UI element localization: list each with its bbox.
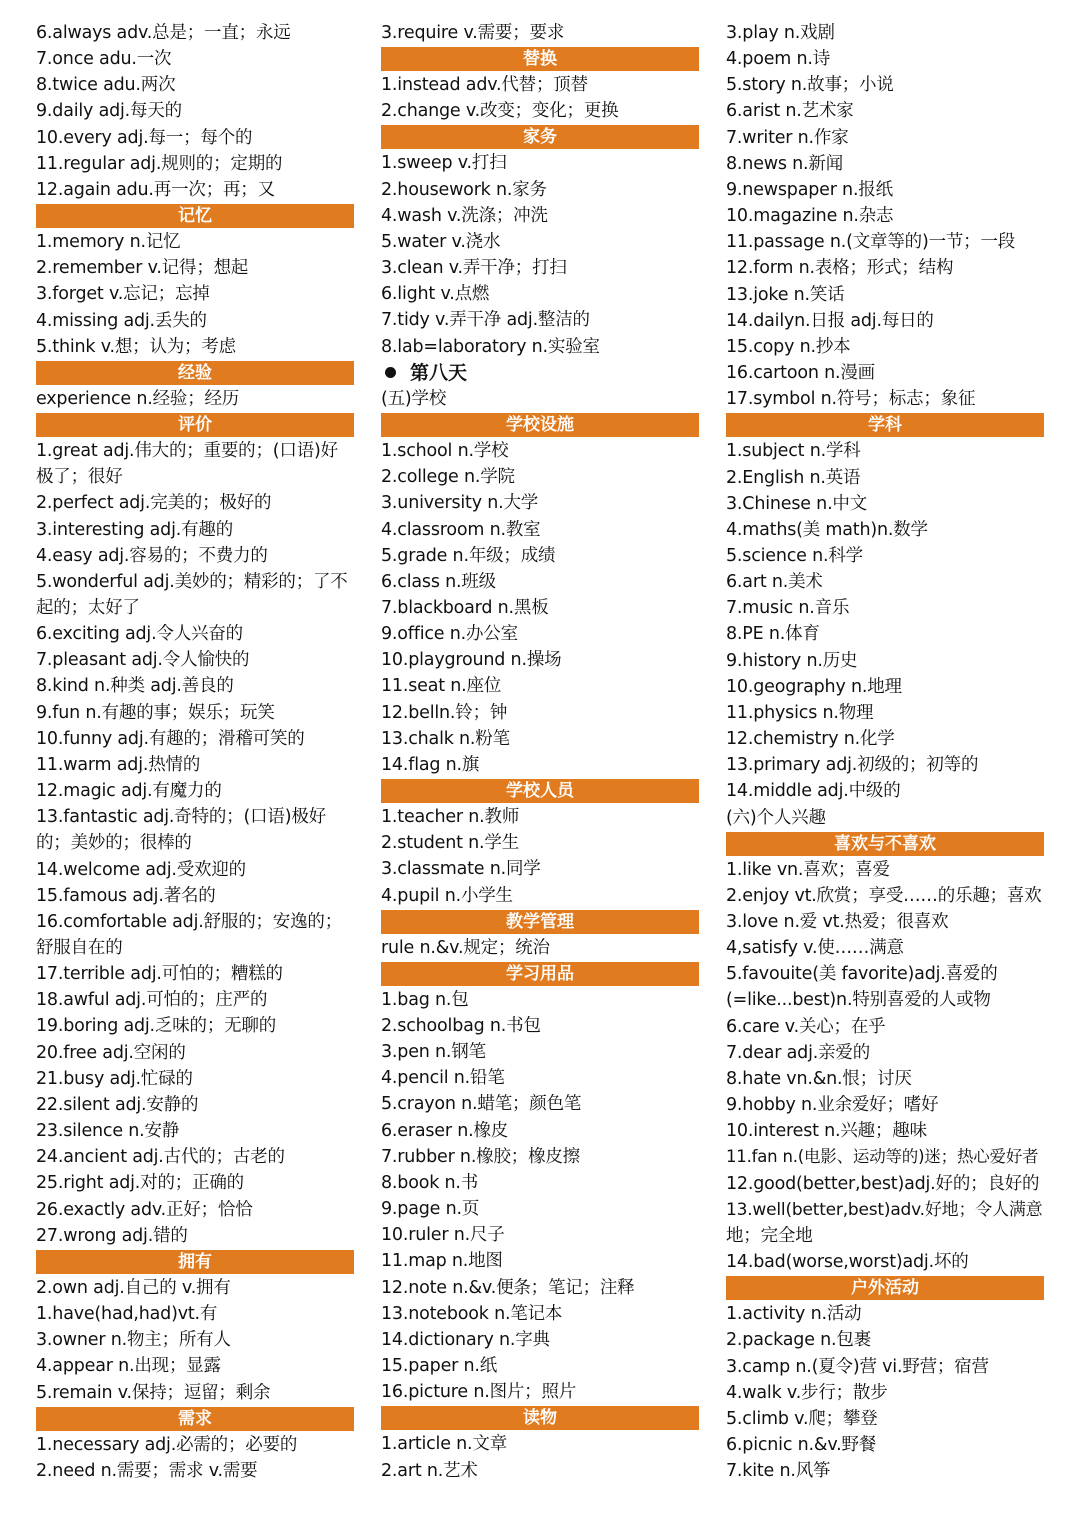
vocab-line: 起的；太好了 xyxy=(36,597,140,618)
vocab-line: 14.middle adj.中级的 xyxy=(726,781,901,802)
vocab-line: 13.fantastic adj.奇特的；(口语)极好 xyxy=(36,807,326,828)
vocab-line: 9.history n.历史 xyxy=(726,650,858,671)
vocab-line: 3.Chinese n.中文 xyxy=(726,493,868,514)
vocab-line: 9.hobby n.业余爱好；嗜好 xyxy=(726,1095,939,1116)
vocab-line: 9.office n.办公室 xyxy=(381,624,518,645)
section-header: 替换 xyxy=(381,47,699,71)
vocab-line: 3.owner n.物主；所有人 xyxy=(36,1330,231,1351)
vocab-line: 13.notebook n.笔记本 xyxy=(381,1303,563,1324)
vocab-line: 4.maths(美 math)n.数学 xyxy=(726,519,928,540)
vocab-line: 11.physics n.物理 xyxy=(726,702,874,723)
vocab-line: 11.passage n.(文章等的)一节；一段 xyxy=(726,232,1016,253)
section-header: 拥有 xyxy=(36,1250,354,1274)
vocab-line: 8.twice adu.两次 xyxy=(36,75,176,96)
vocab-line: 3.university n.大学 xyxy=(381,493,539,514)
vocab-line: 6.always adv.总是；一直；永远 xyxy=(36,23,291,43)
vocab-line: 1.like vn.喜欢；喜爱 xyxy=(726,859,890,880)
section-header: 记忆 xyxy=(36,204,354,228)
vocab-line: 2.college n.学院 xyxy=(381,467,515,488)
vocab-line: 16.comfortable adj.舒服的；安逸的； xyxy=(36,911,343,932)
vocab-line: 11.warm adj.热情的 xyxy=(36,754,201,775)
vocab-line: 3.play n.戏剧 xyxy=(726,23,835,43)
vocab-line: 7.rubber n.橡胶；橡皮擦 xyxy=(381,1146,580,1167)
vocab-line: 17.terrible adj.可怕的；糟糕的 xyxy=(36,964,283,985)
vocab-line: 3.camp n.(夏令)营 vi.野营；宿营 xyxy=(726,1356,989,1377)
vocab-line: 5.think v.想；认为；考虑 xyxy=(36,336,236,357)
vocab-line: 2.need n.需要；需求 v.需要 xyxy=(36,1460,258,1481)
vocab-line: experience n.经验；经历 xyxy=(36,388,240,409)
vocab-line: 10.playground n.操场 xyxy=(381,650,562,671)
vocab-line: 12.belln.铃；钟 xyxy=(381,702,508,723)
column-1 xyxy=(36,20,354,1484)
vocab-line: 15.famous adj.著名的 xyxy=(36,885,216,906)
vocab-line: 7.kite n.风筝 xyxy=(726,1461,831,1482)
section-header: 户外活动 xyxy=(726,1276,1044,1300)
vocab-line: 17.symbol n.符号；标志；象征 xyxy=(726,389,976,410)
vocab-line: (=like...best)n.特别喜爱的人或物 xyxy=(726,990,991,1011)
day-heading xyxy=(381,360,699,386)
vocab-line: 1.bag n.包 xyxy=(381,989,469,1010)
vocab-line: 3.classmate n.同学 xyxy=(381,859,541,880)
vocab-line: 21.busy adj.忙碌的 xyxy=(36,1068,193,1089)
vocab-line: 8.news n.新闻 xyxy=(726,153,844,174)
vocab-line: 22.silent adj.安静的 xyxy=(36,1094,199,1115)
vocab-line: 6.eraser n.橡皮 xyxy=(381,1120,509,1141)
vocab-line: 6.care v.关心；在乎 xyxy=(726,1016,886,1037)
vocab-line: 14.flag n.旗 xyxy=(381,754,480,775)
vocab-line: 3.require v.需要；要求 xyxy=(381,23,565,43)
vocab-line: 12.again adu.再一次；再；又 xyxy=(36,179,275,200)
vocab-line: 7.once adu.一次 xyxy=(36,49,172,70)
vocab-line: 15.copy n.抄本 xyxy=(726,336,851,357)
vocab-line: 25.right adj.对的；正确的 xyxy=(36,1173,244,1194)
vocab-line: 4.easy adj.容易的；不费力的 xyxy=(36,545,268,566)
vocab-line: 的；美妙的；很棒的 xyxy=(36,833,192,854)
vocab-line: 10.geography n.地理 xyxy=(726,676,902,697)
day-heading-text: 第八天 xyxy=(410,361,468,384)
vocab-line: 9.newspaper n.报纸 xyxy=(726,179,893,200)
section-header: 学科 xyxy=(726,413,1044,437)
vocab-line: (六)个人兴趣 xyxy=(726,807,826,828)
vocab-line: 3.forget v.忘记；忘掉 xyxy=(36,284,210,305)
vocab-line: 5.climb v.爬；攀登 xyxy=(726,1408,878,1429)
vocab-line: 4.appear n.出现；显露 xyxy=(36,1356,221,1377)
section-header: 评价 xyxy=(36,413,354,437)
vocab-line: 1.subject n.学科 xyxy=(726,441,861,462)
vocab-line: 8.book n.书 xyxy=(381,1172,479,1193)
vocab-line: 12.form n.表格；形式；结构 xyxy=(726,258,954,279)
vocab-line: 15.paper n.纸 xyxy=(381,1356,498,1377)
vocab-line: 6.arist n.艺术家 xyxy=(726,101,854,122)
vocab-line: 10.interest n.兴趣；趣味 xyxy=(726,1121,927,1142)
section-header: 学校人员 xyxy=(381,779,699,803)
vocab-line: 11.regular adj.规则的；定期的 xyxy=(36,153,283,174)
vocab-line: 18.awful adj.可怕的；庄严的 xyxy=(36,990,268,1011)
column-2 xyxy=(381,20,699,1484)
section-header: 喜欢与不喜欢 xyxy=(726,832,1044,856)
vocab-line: 4.missing adj.丢失的 xyxy=(36,310,207,331)
vocab-line: 19.boring adj.乏味的；无聊的 xyxy=(36,1016,277,1037)
vocab-line: 5.water v.浇水 xyxy=(381,231,501,252)
vocab-line: 13.well(better,best)adv.好地；令人满意 xyxy=(726,1199,1043,1220)
vocab-line: 11.fan n.(电影、运动等的)迷；热心爱好者 xyxy=(726,1147,1039,1167)
vocab-line: 27.wrong adj.错的 xyxy=(36,1225,188,1246)
section-header: 学习用品 xyxy=(381,962,699,986)
vocab-line: 10.magazine n.杂志 xyxy=(726,206,894,227)
vocab-line: 4.poem n.诗 xyxy=(726,49,831,70)
vocab-line: 3.love n.爱 vt.热爱；很喜欢 xyxy=(726,912,949,932)
vocab-line: 4.wash v.洗涤；冲洗 xyxy=(381,205,548,226)
vocab-line: 2.enjoy vt.欣赏；享受……的乐趣；喜欢 xyxy=(726,885,1042,906)
vocab-line: 2.remember v.记得；想起 xyxy=(36,258,249,279)
vocab-line: 4,satisfy v.使……满意 xyxy=(726,938,904,959)
vocab-line: 4.classroom n.教室 xyxy=(381,519,541,540)
vocab-line: 10.every adj.每一；每个的 xyxy=(36,127,253,148)
section-header: 经验 xyxy=(36,361,354,385)
vocab-line: 14.dictionary n.字典 xyxy=(381,1329,550,1350)
vocab-line: 10.funny adj.有趣的；滑稽可笑的 xyxy=(36,728,305,749)
bullet-icon xyxy=(385,367,396,378)
vocab-line: 6.class n.班级 xyxy=(381,571,496,592)
vocab-line: 舒服自在的 xyxy=(36,938,123,958)
vocab-line: 13.joke n.笑话 xyxy=(726,284,845,305)
vocab-line: 6.light v.点燃 xyxy=(381,284,490,305)
vocab-line: 1.sweep v.打扫 xyxy=(381,153,507,174)
vocab-line: 5.story n.故事；小说 xyxy=(726,75,894,96)
vocab-line: 1.article n.文章 xyxy=(381,1434,508,1455)
vocab-line: 2.housework n.家务 xyxy=(381,179,547,200)
vocab-line: 14.dailyn.日报 adj.每日的 xyxy=(726,310,934,331)
vocab-line: 12.magic adj.有魔力的 xyxy=(36,781,222,802)
vocab-line: 8.PE n.体育 xyxy=(726,624,820,645)
column-3 xyxy=(726,20,1044,1484)
vocab-line: 地；完全地 xyxy=(726,1225,813,1246)
vocab-line: 极了；很好 xyxy=(36,467,123,488)
vocab-line: 2.schoolbag n.书包 xyxy=(381,1016,541,1036)
vocab-line: (五)学校 xyxy=(381,388,447,409)
vocab-line: 5.remain v.保持；逗留；剩余 xyxy=(36,1382,271,1403)
vocab-line: 1.have(had,had)vt.有 xyxy=(36,1304,218,1325)
section-header: 教学管理 xyxy=(381,910,699,934)
vocab-line: 1.school n.学校 xyxy=(381,441,509,462)
vocab-line: 3.clean v.弄干净；打扫 xyxy=(381,258,567,279)
vocab-line: 7.blackboard n.黑板 xyxy=(381,597,549,618)
vocab-line: 5.wonderful adj.美妙的；精彩的；了不 xyxy=(36,571,348,592)
vocab-line: 2.change v.改变；变化；更换 xyxy=(381,101,619,122)
vocab-line: 1.instead adv.代替；顶替 xyxy=(381,75,588,96)
vocab-line: 4.pencil n.铅笔 xyxy=(381,1068,505,1089)
vocab-line: 9.page n.页 xyxy=(381,1199,480,1220)
vocab-line: 13.primary adj.初级的；初等的 xyxy=(726,755,979,776)
vocab-line: 5.science n.科学 xyxy=(726,545,863,566)
vocab-line: 16.cartoon n.漫画 xyxy=(726,363,875,384)
vocab-line: 2.perfect adj.完美的；极好的 xyxy=(36,493,272,514)
section-header: 家务 xyxy=(381,125,699,149)
vocab-line: 12.good(better,best)adj.好的；良好的 xyxy=(726,1173,1040,1194)
vocab-line: 5.crayon n.蜡笔；颜色笔 xyxy=(381,1094,582,1115)
vocab-line: 8.kind n.种类 adj.善良的 xyxy=(36,676,234,697)
vocab-line: 1.great adj.伟大的；重要的；(口语)好 xyxy=(36,441,338,462)
vocab-line: 7.dear adj.亲爱的 xyxy=(726,1042,871,1063)
vocab-line: 14.welcome adj.受欢迎的 xyxy=(36,859,246,880)
vocab-line: 11.seat n.座位 xyxy=(381,676,502,697)
vocab-line: 2.student n.学生 xyxy=(381,833,520,854)
vocab-line: 1.teacher n.教师 xyxy=(381,807,520,828)
vocab-line: 3.interesting adj.有趣的 xyxy=(36,519,234,540)
vocab-line: 26.exactly adv.正好；恰恰 xyxy=(36,1199,253,1220)
vocab-line: 12.note n.&v.便条；笔记；注释 xyxy=(381,1277,635,1298)
vocab-line: 2.English n.英语 xyxy=(726,467,861,488)
vocab-line: 2.art n.艺术 xyxy=(381,1460,478,1481)
vocab-line: 7.writer n.作家 xyxy=(726,127,849,148)
vocab-line: 2.package n.包裹 xyxy=(726,1330,871,1351)
vocab-line: 5.favouite(美 favorite)adj.喜爱的 xyxy=(726,964,998,985)
vocab-line: 9.fun n.有趣的事；娱乐；玩笑 xyxy=(36,702,275,723)
vocab-line: 6.art n.美术 xyxy=(726,572,823,593)
vocab-line: 1.memory n.记忆 xyxy=(36,232,181,253)
vocab-line: rule n.&v.规定；统治 xyxy=(381,937,550,958)
vocab-line: 5.grade n.年级；成绩 xyxy=(381,545,556,566)
vocab-line: 16.picture n.图片；照片 xyxy=(381,1382,577,1403)
vocab-line: 7.pleasant adj.令人愉快的 xyxy=(36,650,250,671)
vocab-line: 14.bad(worse,worst)adj.坏的 xyxy=(726,1252,969,1273)
vocab-line: 6.exciting adj.令人兴奋的 xyxy=(36,624,243,645)
vocab-line: 8.hate vn.&n.恨；讨厌 xyxy=(726,1068,912,1089)
vocab-line: 2.own adj.自己的 v.拥有 xyxy=(36,1277,231,1298)
vocab-line: 1.necessary adj.必需的；必要的 xyxy=(36,1434,298,1455)
vocab-line: 7.tidy v.弄干净 adj.整洁的 xyxy=(381,310,590,331)
vocab-line: 8.lab=laboratory n.实验室 xyxy=(381,336,600,357)
vocab-line: 12.chemistry n.化学 xyxy=(726,729,895,750)
vocab-line: 10.ruler n.尺子 xyxy=(381,1225,505,1246)
vocab-line: 6.picnic n.&v.野餐 xyxy=(726,1434,877,1455)
section-header: 读物 xyxy=(381,1406,699,1430)
vocab-line: 23.silence n.安静 xyxy=(36,1121,180,1142)
section-header: 需求 xyxy=(36,1407,354,1431)
vocab-line: 7.music n.音乐 xyxy=(726,598,850,619)
vocab-line: 11.map n.地图 xyxy=(381,1251,503,1272)
vocab-line: 1.activity n.活动 xyxy=(726,1304,862,1325)
vocab-line: 24.ancient adj.古代的；古老的 xyxy=(36,1147,285,1168)
vocab-line: 3.pen n.钢笔 xyxy=(381,1042,486,1063)
vocab-line: 13.chalk n.粉笔 xyxy=(381,728,510,749)
vocab-line: 9.daily adj.每天的 xyxy=(36,101,182,122)
vocab-line: 20.free adj.空闲的 xyxy=(36,1042,186,1063)
vocab-line: 4.pupil n.小学生 xyxy=(381,885,513,906)
vocab-line: 4.walk v.步行；散步 xyxy=(726,1382,888,1403)
section-header: 学校设施 xyxy=(381,413,699,437)
